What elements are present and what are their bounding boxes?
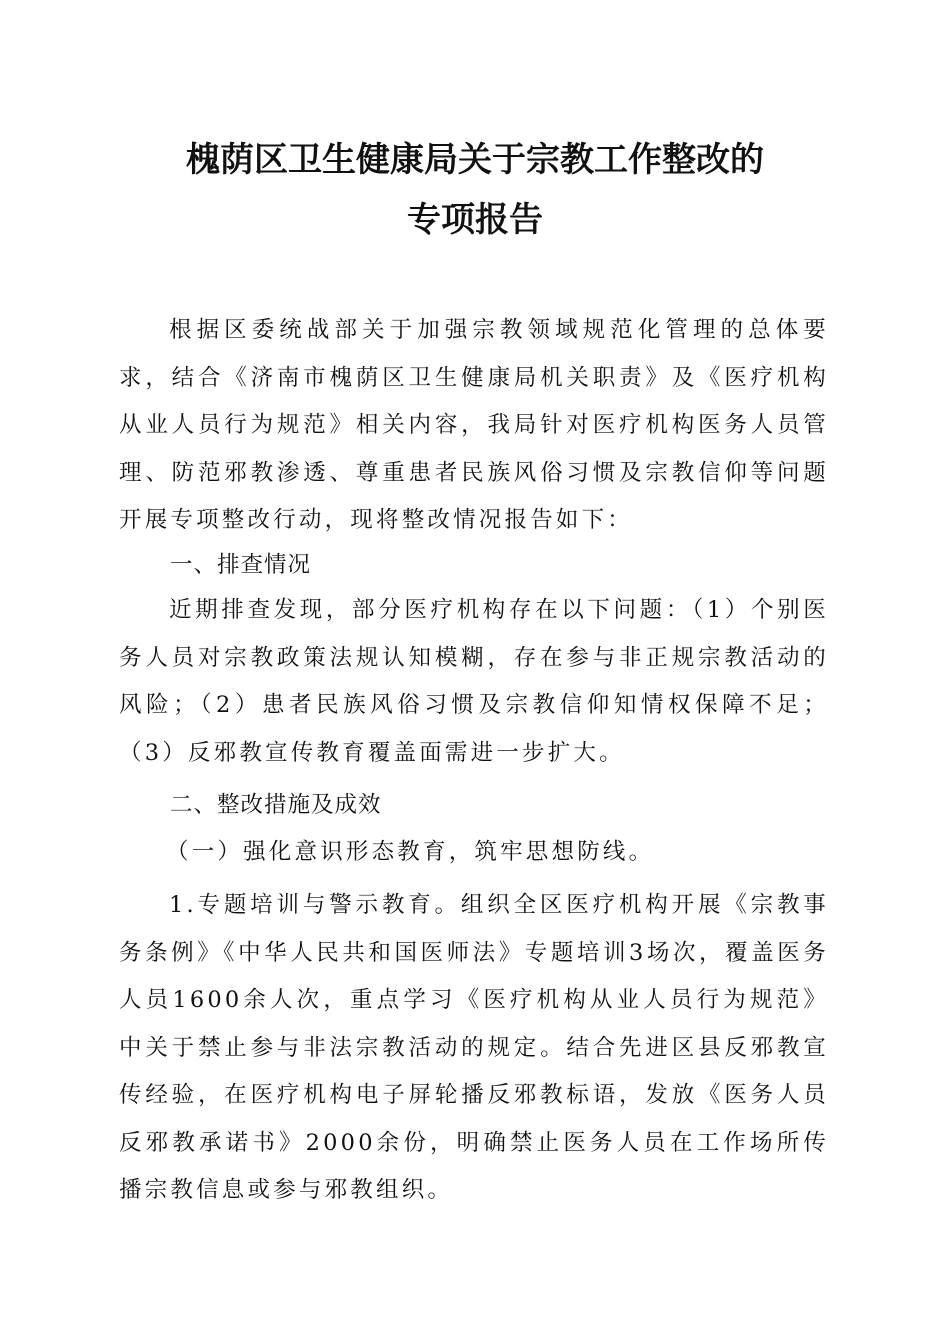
document-title-line-2: 专项报告 (407, 200, 543, 240)
section-2-heading: 二、整改措施及成效 (170, 792, 382, 818)
section-2-subheading-1: （一）强化意识形态教育，筑牢思想防线。 (166, 839, 655, 865)
section-1-heading: 一、排查情况 (170, 552, 312, 578)
intro-paragraph: 根据区委统战部关于加强宗教领域规范化管理的总体要求，结合《济南市槐荫区卫生健康局机关职责》及《医疗机构从业人员行为规范》相关内容，我局针对医疗机构医务人员管理、防范邪教渗透、尊重患者民族风俗习惯及宗教信仰等问题开展专项整改行动，现将整改情况报告如下： (119, 317, 829, 533)
section-1-paragraph: 近期排查发现，部分医疗机构存在以下问题：（1）个别医务人员对宗教政策法规认知模糊，存在参与非正规宗教活动的风险；（2）患者民族风俗习惯及宗教信仰知情权保障不足；（3）反邪教宣传教育覆盖面需进一步扩大。 (119, 597, 829, 766)
section-2-item-1-paragraph: 1.专题培训与警示教育。组织全区医疗机构开展《宗教事务条例》《中华人民共和国医师法》专题培训3场次，覆盖医务人员1600余人次，重点学习《医疗机构从业人员行为规范》中关于禁止参与非法宗教活动的规定。结合先进区县反邪教宣传经验，在医疗机构电子屏轮播反邪教标语，发放《医务人员反邪教承诺书》2000余份，明确禁止医务人员在工作场所传播宗教信息或参与邪教组织。 (119, 892, 829, 1203)
document-title-line-1: 槐荫区卫生健康局关于宗教工作整改的 (186, 140, 764, 180)
